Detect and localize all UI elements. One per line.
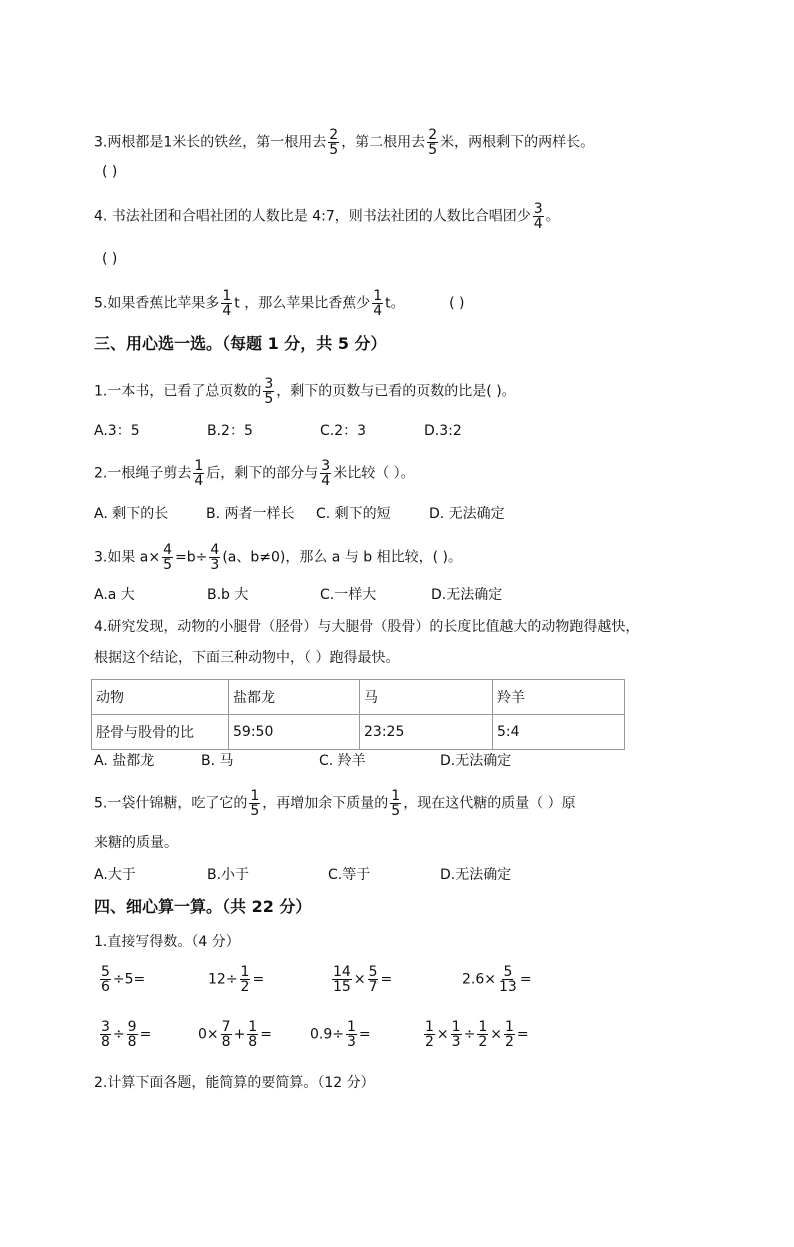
calc-expr-7: 0.9÷ $\frac{1}{3}$ = (310, 1019, 371, 1050)
table-cell: 59:50 (229, 715, 360, 750)
table-cell: 23:25 (360, 715, 493, 750)
ratio-table (91, 679, 625, 750)
option-d[interactable]: D.无法确定 (440, 867, 512, 883)
choice-q4-line1: 4.研究发现，动物的小腿骨（胫骨）与大腿骨（股骨）的长度比值越大的动物跑得越快， (94, 619, 640, 635)
option-b[interactable]: B. 马 (201, 753, 234, 769)
table-cell: 盐都龙 (229, 680, 360, 715)
section3-title: 三、用心选一选。（每题 1 分，共 5 分） (94, 334, 387, 353)
option-b[interactable]: B.b 大 (207, 587, 249, 603)
choice-q2: 2.一根绳子剪去 $\frac{1}{4}$ 后，剩下的部分与 $\frac{3}{4}$ 米比较（ ）。 (94, 458, 415, 489)
option-c[interactable]: C. 羚羊 (319, 753, 366, 769)
choice-q3: 3.如果 a× $\frac{4}{5}$ =b÷ $\frac{4}{3}$ (a、b≠0)，那么 a 与 b 相比较，( )。 (94, 542, 462, 573)
option-a[interactable]: A. 盐都龙 (94, 753, 155, 769)
calc-expr-4: 2.6× $\frac{5}{13}$ = (462, 964, 532, 995)
table-row (92, 680, 625, 715)
option-d[interactable]: D.无法确定 (431, 587, 503, 603)
choice-q5: 5.一袋什锦糖，吃了它的 $\frac{1}{5}$ ，再增加余下质量的 $\frac{1}{5}$ ，现在这代糖的质量（ ）原 (94, 788, 576, 819)
option-c[interactable]: C.2：3 (320, 423, 367, 439)
calc-expr-2: 12÷ $\frac{1}{2}$ = (208, 964, 265, 995)
choice-q3-options (94, 585, 502, 605)
option-c[interactable]: C.一样大 (320, 587, 377, 603)
calc-q2: 2.计算下面各题，能简算的要简算。（12 分） (94, 1075, 375, 1091)
choice-q1-options (94, 421, 462, 441)
calc-q1: 1.直接写得数。（4 分） (94, 934, 240, 950)
option-d[interactable]: D.无法确定 (440, 753, 512, 769)
table-row (92, 715, 625, 750)
section4-title: 四、细心算一算。（共 22 分） (94, 897, 312, 916)
option-b[interactable]: B. 两者一样长 (206, 506, 295, 522)
option-c[interactable]: C. 剩下的短 (316, 506, 391, 522)
choice-q1: 1.一本书，已看了总页数的 $\frac{3}{5}$ ，剩下的页数与已看的页数的比是( )。 (94, 376, 516, 407)
choice-q5-options (94, 865, 511, 885)
calc-expr-3: $\frac{14}{15}$ × $\frac{5}{7}$ = (333, 964, 393, 995)
judge-q5-answer[interactable]: ( ) (449, 295, 465, 312)
judge-q3: 3.两根都是1米长的铁丝，第一根用去 $\frac{2}{5}$ ，第二根用去 $\frac{2}{5}$ 米，两根剩下的两样长。 (94, 127, 595, 158)
option-b[interactable]: B.小于 (207, 867, 250, 883)
calc-expr-5: $\frac{3}{8}$ ÷ $\frac{9}{8}$ = (101, 1019, 152, 1050)
judge-q3-answer[interactable]: ( ) (102, 164, 118, 180)
choice-q4-options (94, 751, 511, 771)
option-a[interactable]: A. 剩下的长 (94, 506, 169, 522)
choice-q5-line2: 来糖的质量。 (94, 835, 178, 851)
choice-q2-options (94, 504, 505, 524)
table-cell: 马 (360, 680, 493, 715)
calc-expr-6: 0× $\frac{7}{8}$ + $\frac{1}{8}$ = (198, 1019, 272, 1050)
calc-expr-1: $\frac{5}{6}$ ÷5= (101, 964, 146, 995)
table-cell: 胫骨与股骨的比 (92, 715, 229, 750)
table-cell: 动物 (92, 680, 229, 715)
option-a[interactable]: A.大于 (94, 867, 136, 883)
judge-q4-answer[interactable]: ( ) (102, 251, 118, 267)
option-b[interactable]: B.2：5 (207, 423, 253, 439)
option-a[interactable]: A.a 大 (94, 587, 135, 603)
judge-q5: 5.如果香蕉比苹果多 $\frac{1}{4}$ t ，那么苹果比香蕉少 $\frac{1}{4}$ t。 ( ) (94, 288, 465, 319)
judge-q4: 4. 书法社团和合唱社团的人数比是 4:7，则书法社团的人数比合唱团少 $\frac{3}{4}$ 。 (94, 201, 560, 232)
option-c[interactable]: C.等于 (328, 867, 371, 883)
option-a[interactable]: A.3：5 (94, 423, 140, 439)
calc-expr-8: $\frac{1}{2}$ × $\frac{1}{3}$ ÷ $\frac{1}{2}$ × $\frac{1}{2}$ = (425, 1019, 529, 1050)
choice-q4-line2: 根据这个结论，下面三种动物中，（ ）跑得最快。 (94, 650, 400, 666)
table-cell: 羚羊 (493, 680, 625, 715)
option-d[interactable]: D. 无法确定 (429, 506, 505, 522)
table-cell: 5:4 (493, 715, 625, 750)
option-d[interactable]: D.3:2 (424, 423, 462, 439)
